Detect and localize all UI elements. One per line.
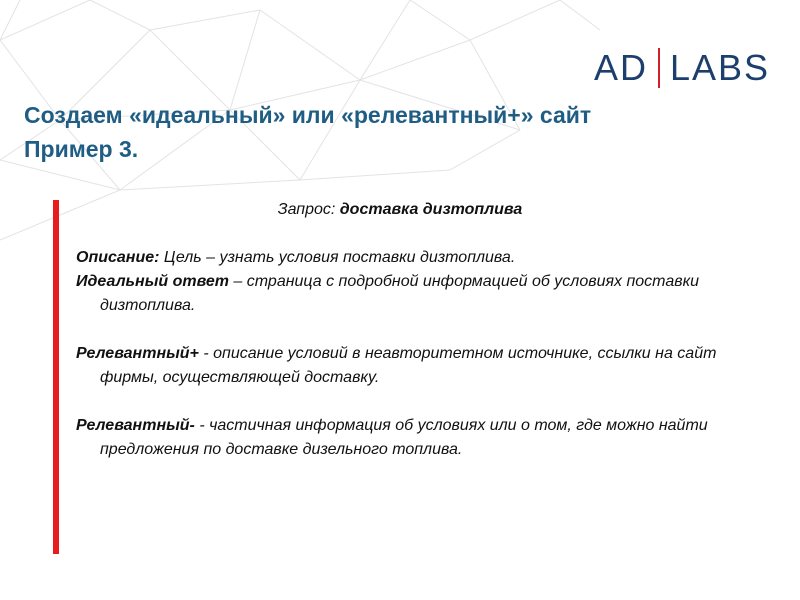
relevant-plus-paragraph [76,342,736,390]
query-line [64,198,736,222]
relevant-plus-text: - описание условий в неавторитетном источнике, ссылки на сайт фирмы, осуществляющей доставку. [100,345,717,386]
logo-text-labs: LABS [670,47,771,88]
query-value: доставка дизтоплива [339,201,523,218]
title-line-1: Создаем «идеальный» или «релевантный+» сайт [24,102,592,128]
spacer [76,222,736,246]
adlabs-logo [594,46,770,90]
relevant-minus-text: - частичная информация об условиях или о том, где можно найти предложения по доставке дизельного топлива. [100,417,708,458]
title-line-2: Пример 3. [24,136,139,162]
logo-separator [658,48,660,88]
ideal-text: – страница с подробной информацией об условиях поставки дизтоплива. [100,273,700,314]
ideal-answer-paragraph [76,270,736,318]
slide-title [24,98,591,166]
logo-text-ad: AD [594,47,649,88]
relevant-plus-label: Релевантный+ [76,345,199,362]
ideal-label: Идеальный ответ [76,273,229,290]
relevant-minus-paragraph [76,414,736,462]
accent-bar [53,200,59,554]
relevant-minus-label: Релевантный- [76,417,195,434]
query-label: Запрос: [277,201,340,218]
description-text: Цель – узнать условия поставки дизтоплива. [159,249,516,266]
spacer [76,318,736,342]
description-label: Описание: [76,249,160,266]
spacer [76,390,736,414]
description-paragraph [76,246,736,270]
slide-content [76,198,736,462]
